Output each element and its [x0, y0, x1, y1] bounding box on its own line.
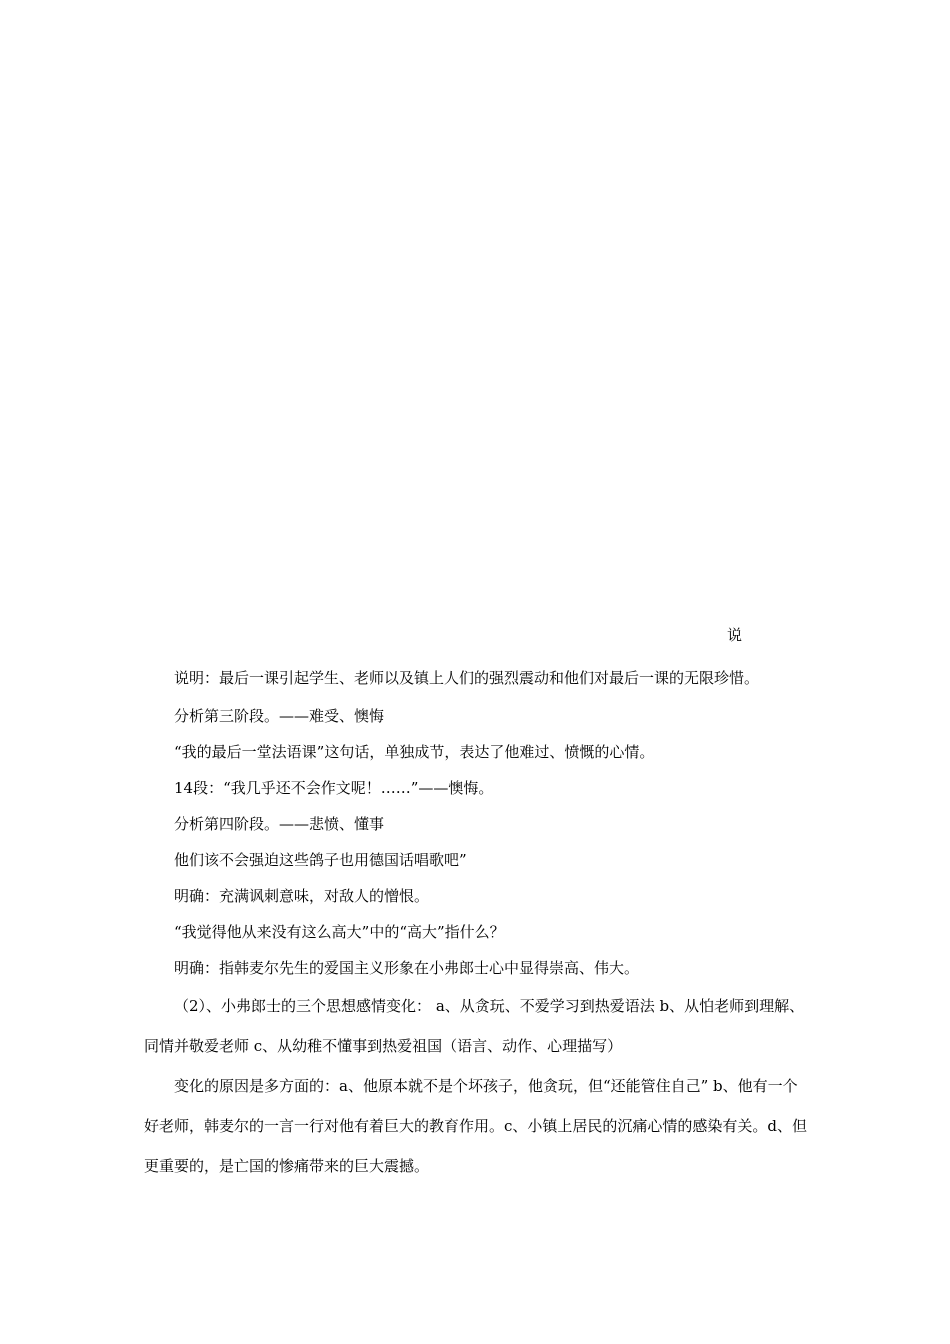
- stray-character: 说: [727, 626, 743, 644]
- paragraph-stage-three: 分析第三阶段。——难受、懊悔: [174, 707, 385, 725]
- paragraph-clarify-image: 明确：指韩麦尔先生的爱国主义形象在小弗郎士心中显得崇高、伟大。: [174, 959, 640, 977]
- paragraph-last-lesson-quote: “我的最后一堂法语课”这句话，单独成节，表达了他难过、愤慨的心情。: [174, 743, 655, 761]
- paragraph-stage-four: 分析第四阶段。——悲愤、懂事: [174, 815, 385, 833]
- paragraph-clarify-irony: 明确：充满讽刺意味，对敌人的憎恨。: [174, 887, 430, 905]
- paragraph-change-reasons: 变化的原因是多方面的：a、他原本就不是个坏孩子，他贪玩，但“还能管住自己” b、他有一个好老师，韩麦尔的一言一行对他有着巨大的教育作用。c、小镇上居民的沉痛心情的感染有关。d、但更重要的，是亡国的惨痛带来的巨大震撼。: [144, 1077, 808, 1175]
- paragraph-section-14: 14段：“我几乎还不会作文呢！……”——懊悔。: [174, 779, 494, 797]
- paragraph-pigeons-quote: 他们该不会强迫这些鸽子也用德国话唱歌吧”: [174, 851, 467, 869]
- paragraph-three-changes: （2）、小弗郎士的三个思想感情变化： a、从贪玩、不爱学习到热爱语法 b、从怕老师到理解、同情并敬爱老师 c、从幼稚不懂事到热爱祖国（语言、动作、心理描写）: [144, 997, 805, 1055]
- paragraph-tall-question: “我觉得他从来没有这么高大”中的“高大”指什么？: [174, 923, 505, 941]
- paragraph-explanation: 说明：最后一课引起学生、老师以及镇上人们的强烈震动和他们对最后一课的无限珍惜。: [174, 669, 760, 687]
- document-body: [144, 658, 812, 1186]
